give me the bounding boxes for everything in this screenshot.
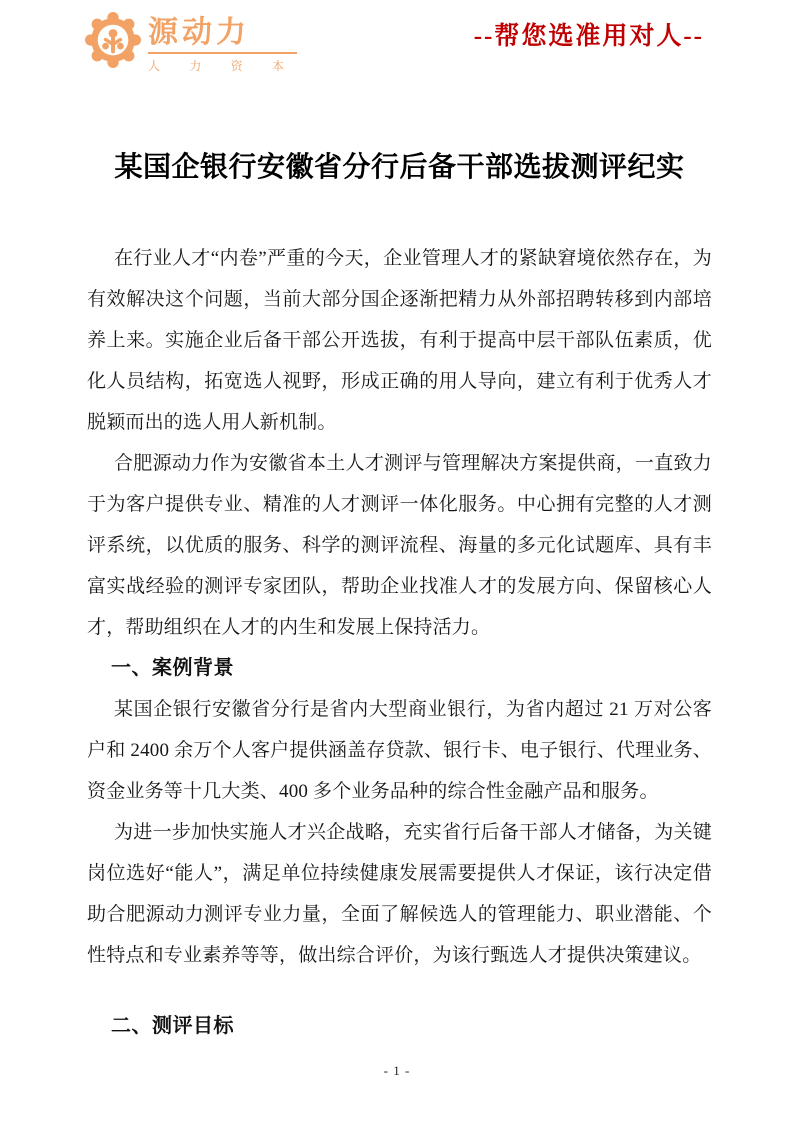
section-heading-case-background: 一、案例背景 [111, 657, 234, 679]
page-header [85, 12, 704, 74]
brand-subtitle: 人 力 资 本 [148, 59, 298, 73]
paragraph-assessment-reason: 为进一步加快实施人才兴企战略，充实省行后备干部人才储备，为关键岗位选好“能人”，满足单位持续健康发展需要提供人才保证，该行决定借助合肥源动力测评专业力量，全面了解候选人的管理能力、职业潜能、个性特点和专业素养等等，做出综合评价，为该行甄选人才提供决策建议。 [87, 822, 712, 966]
paragraph-bank-description: 某国企银行安徽省分行是省内大型商业银行，为省内超过 21 万对公客户和 2400 余万个人客户提供涵盖存贷款、银行卡、电子银行、代理业务、资金业务等十几大类、400 多个业务品种的综合性金融产品和服务。 [87, 699, 712, 802]
section-heading-assessment-goals: 二、测评目标 [111, 1015, 234, 1037]
document-title: 某国企银行安徽省分行后备干部选拔测评纪实 [114, 151, 685, 182]
brand-name: 源动力 [148, 17, 297, 54]
page-number: - 1 - [383, 1063, 411, 1078]
company-logo [85, 12, 297, 74]
logo-text-block [148, 12, 297, 74]
paragraph-company-profile: 合肥源动力作为安徽省本土人才测评与管理解决方案提供商，一直致力于为客户提供专业、精准的人才测评一体化服务。中心拥有完整的人才测评系统，以优质的服务、科学的测评流程、海量的多元化试题库、具有丰富实战经验的测评专家团队，帮助企业找准人才的发展方向、保留核心人才，帮助组织在人才的内生和发展上保持活力。 [87, 453, 712, 638]
paragraph-intro-industry: 在行业人才“内卷”严重的今天，企业管理人才的紧缺窘境依然存在，为有效解决这个问题，当前大部分国企逐渐把精力从外部招聘转移到内部培养上来。实施企业后备干部公开选拔，有利于提高中层干部队伍素质，优化人员结构，拓宽选人视野，形成正确的用人导向，建立有利于优秀人才脱颖而出的选人用人新机制。 [87, 248, 712, 433]
brand-slogan: --帮您选准用对人-- [473, 23, 704, 50]
gear-people-logo-icon [85, 12, 141, 68]
document-body [87, 148, 712, 1047]
